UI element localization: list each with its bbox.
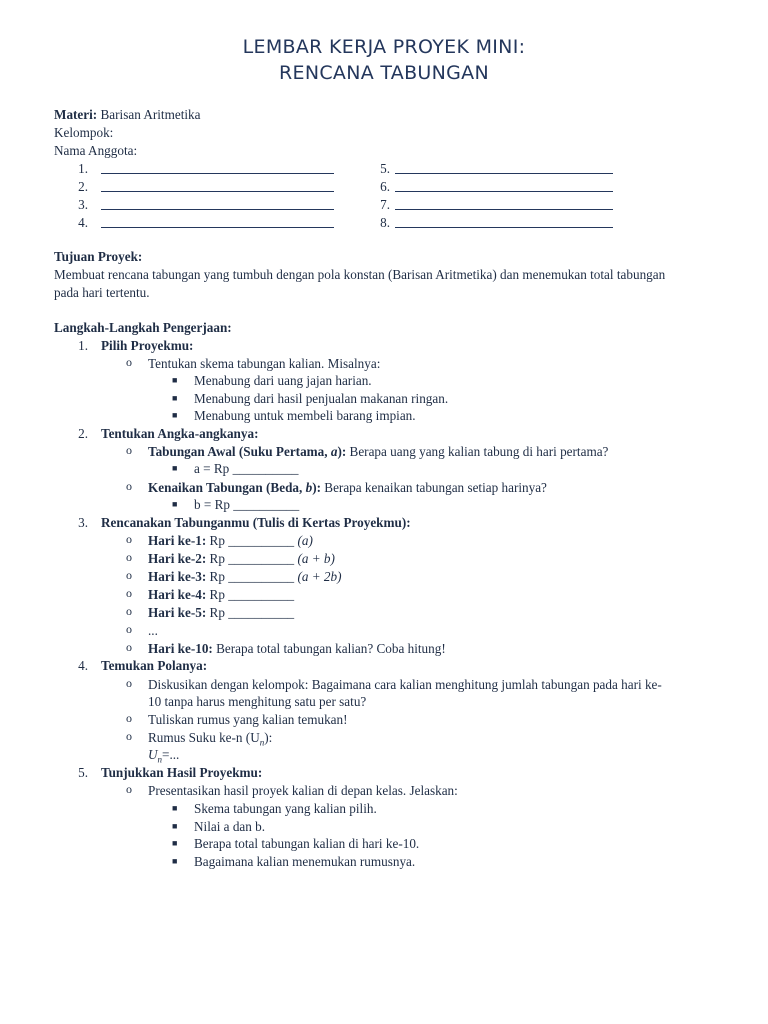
step-5-title: Tunjukkan Hasil Proyekmu: — [101, 765, 263, 780]
member-num-6: 6. — [380, 179, 390, 194]
day-5-blank[interactable]: Rp __________ — [206, 605, 295, 620]
member-blank-8[interactable] — [395, 227, 613, 228]
kelompok-label: Kelompok: — [54, 125, 114, 140]
day-4-line — [148, 586, 294, 603]
step-1-num: 1. — [78, 338, 88, 353]
square-bullet-icon: ■ — [172, 856, 178, 866]
un-symbol: U — [148, 747, 158, 762]
step-5-bullet-4: Bagaimana kalian menemukan rumusnya. — [194, 854, 416, 869]
step-2-b-label: Kenaikan Tabungan (Beda, — [148, 480, 306, 495]
materi-value: Barisan Aritmetika — [100, 107, 201, 122]
step-3-num: 3. — [78, 515, 88, 530]
circle-bullet-icon: o — [126, 479, 132, 493]
member-blank-5[interactable] — [395, 173, 613, 174]
circle-bullet-icon: o — [126, 604, 132, 618]
day-10-text: Berapa total tabungan kalian? Coba hitung! — [212, 641, 446, 656]
square-bullet-icon: ■ — [172, 838, 178, 848]
circle-bullet-icon: o — [126, 729, 132, 743]
circle-bullet-icon: o — [126, 622, 132, 636]
member-num-2: 2. — [78, 179, 88, 194]
step-1-bullet-3: Menabung untuk membeli barang impian. — [194, 408, 416, 423]
materi-line — [54, 106, 200, 123]
step-3-title: Rencanakan Tabunganmu (Tulis di Kertas Proyekmu): — [101, 515, 411, 530]
step-2-b-text: Berapa kenaikan tabungan setiap harinya? — [320, 480, 547, 495]
step-5-sub: Presentasikan hasil proyek kalian di depan kelas. Jelaskan: — [148, 783, 458, 798]
member-num-4: 4. — [78, 215, 88, 230]
circle-bullet-icon: o — [126, 550, 132, 564]
member-num-3: 3. — [78, 197, 88, 212]
day-2-label: Hari ke-2: — [148, 551, 207, 566]
square-bullet-icon: ■ — [172, 499, 178, 509]
day-3-line — [148, 568, 342, 585]
member-blank-7[interactable] — [395, 209, 613, 210]
step-1-bullet-2: Menabung dari hasil penjualan makanan ringan. — [194, 391, 449, 406]
step-1-sub: Tentukan skema tabungan kalian. Misalnya: — [148, 356, 381, 371]
step-5-bullet-1: Skema tabungan yang kalian pilih. — [194, 801, 377, 816]
step-5-bullet-3: Berapa total tabungan kalian di hari ke-10. — [194, 836, 420, 851]
circle-bullet-icon: o — [126, 355, 132, 369]
materi-label: Materi: — [54, 107, 98, 122]
step-2-a-text: Berapa uang yang kalian tabung di hari pertama? — [346, 444, 609, 459]
day-4-blank[interactable]: Rp __________ — [206, 587, 295, 602]
square-bullet-icon: ■ — [172, 803, 178, 813]
step-2-a-line — [148, 443, 608, 460]
step-2-b-line — [148, 479, 547, 496]
step-4-item-2: Tuliskan rumus yang kalian temukan! — [148, 712, 348, 727]
circle-bullet-icon: o — [126, 532, 132, 546]
member-blank-3[interactable] — [101, 209, 334, 210]
step-1-title: Pilih Proyekmu: — [101, 338, 194, 353]
step-4-num: 4. — [78, 658, 88, 673]
day-2-blank[interactable]: Rp __________ — [206, 551, 295, 566]
member-blank-4[interactable] — [101, 227, 334, 228]
day-10-label: Hari ke-10: — [148, 641, 213, 656]
circle-bullet-icon: o — [126, 676, 132, 690]
day-2-formula: (a + b) — [297, 551, 335, 566]
member-num-5: 5. — [380, 161, 390, 176]
step-1-bullet-1: Menabung dari uang jajan harian. — [194, 373, 372, 388]
anggota-label: Nama Anggota: — [54, 143, 138, 158]
step-2-b-eq[interactable]: b = Rp __________ — [194, 497, 300, 512]
day-5-label: Hari ke-5: — [148, 605, 207, 620]
square-bullet-icon: ■ — [172, 463, 178, 473]
circle-bullet-icon: o — [126, 586, 132, 600]
tujuan-heading: Tujuan Proyek: — [54, 249, 143, 264]
tujuan-text-2: pada hari tertentu. — [54, 285, 150, 300]
day-3-label: Hari ke-3: — [148, 569, 207, 584]
step-5-num: 5. — [78, 765, 88, 780]
day-1-blank[interactable]: Rp __________ — [206, 533, 295, 548]
circle-bullet-icon: o — [126, 640, 132, 654]
step-4-item-3-close: ): — [264, 730, 273, 745]
day-1-line — [148, 532, 313, 549]
day-10-line — [148, 640, 446, 657]
step-4-item-1-line-1: Diskusikan dengan kelompok: Bagaimana cara kalian menghitung jumlah tabungan pada hari ke- — [148, 677, 662, 692]
page-title-line1: LEMBAR KERJA PROYEK MINI: — [242, 36, 526, 58]
step-2-a-var: a — [330, 444, 338, 459]
day-5-line — [148, 604, 294, 621]
step-4-item-3-sub: n — [259, 737, 265, 748]
tujuan-text-1: Membuat rencana tabungan yang tumbuh dengan pola konstan (Barisan Aritmetika) dan menemukan total tabungan — [54, 267, 666, 282]
square-bullet-icon: ■ — [172, 393, 178, 403]
member-blank-6[interactable] — [395, 191, 613, 192]
day-1-formula: (a) — [297, 533, 313, 548]
step-2-b-close: ): — [312, 480, 321, 495]
day-2-line — [148, 550, 335, 567]
square-bullet-icon: ■ — [172, 410, 178, 420]
day-ellipsis: ... — [148, 623, 158, 638]
step-2-a-eq[interactable]: a = Rp __________ — [194, 461, 299, 476]
day-1-label: Hari ke-1: — [148, 533, 207, 548]
circle-bullet-icon: o — [126, 782, 132, 796]
member-blank-2[interactable] — [101, 191, 334, 192]
square-bullet-icon: ■ — [172, 375, 178, 385]
circle-bullet-icon: o — [126, 711, 132, 725]
page-title-line2: RENCANA TABUNGAN — [279, 62, 489, 84]
square-bullet-icon: ■ — [172, 821, 178, 831]
step-2-num: 2. — [78, 426, 88, 441]
member-num-8: 8. — [380, 215, 390, 230]
day-3-blank[interactable]: Rp __________ — [206, 569, 295, 584]
member-num-1: 1. — [78, 161, 88, 176]
un-eq: =... — [162, 747, 180, 762]
un-sub: n — [157, 754, 163, 765]
member-num-7: 7. — [380, 197, 390, 212]
step-2-a-label: Tabungan Awal (Suku Pertama, — [148, 444, 331, 459]
step-2-b-var: b — [305, 480, 313, 495]
circle-bullet-icon: o — [126, 443, 132, 457]
step-2-a-close: ): — [337, 444, 347, 459]
step-5-bullet-2: Nilai a dan b. — [194, 819, 266, 834]
day-4-label: Hari ke-4: — [148, 587, 207, 602]
step-4-title: Temukan Polanya: — [101, 658, 208, 673]
member-blank-1[interactable] — [101, 173, 334, 174]
step-4-item-3-text: Rumus Suku ke-n (U — [148, 730, 260, 745]
circle-bullet-icon: o — [126, 568, 132, 582]
langkah-heading: Langkah-Langkah Pengerjaan: — [54, 320, 232, 335]
step-2-title: Tentukan Angka-angkanya: — [101, 426, 259, 441]
day-3-formula: (a + 2b) — [297, 569, 342, 584]
step-4-item-1-line-2: 10 tanpa harus menghitung satu per satu? — [148, 694, 367, 709]
